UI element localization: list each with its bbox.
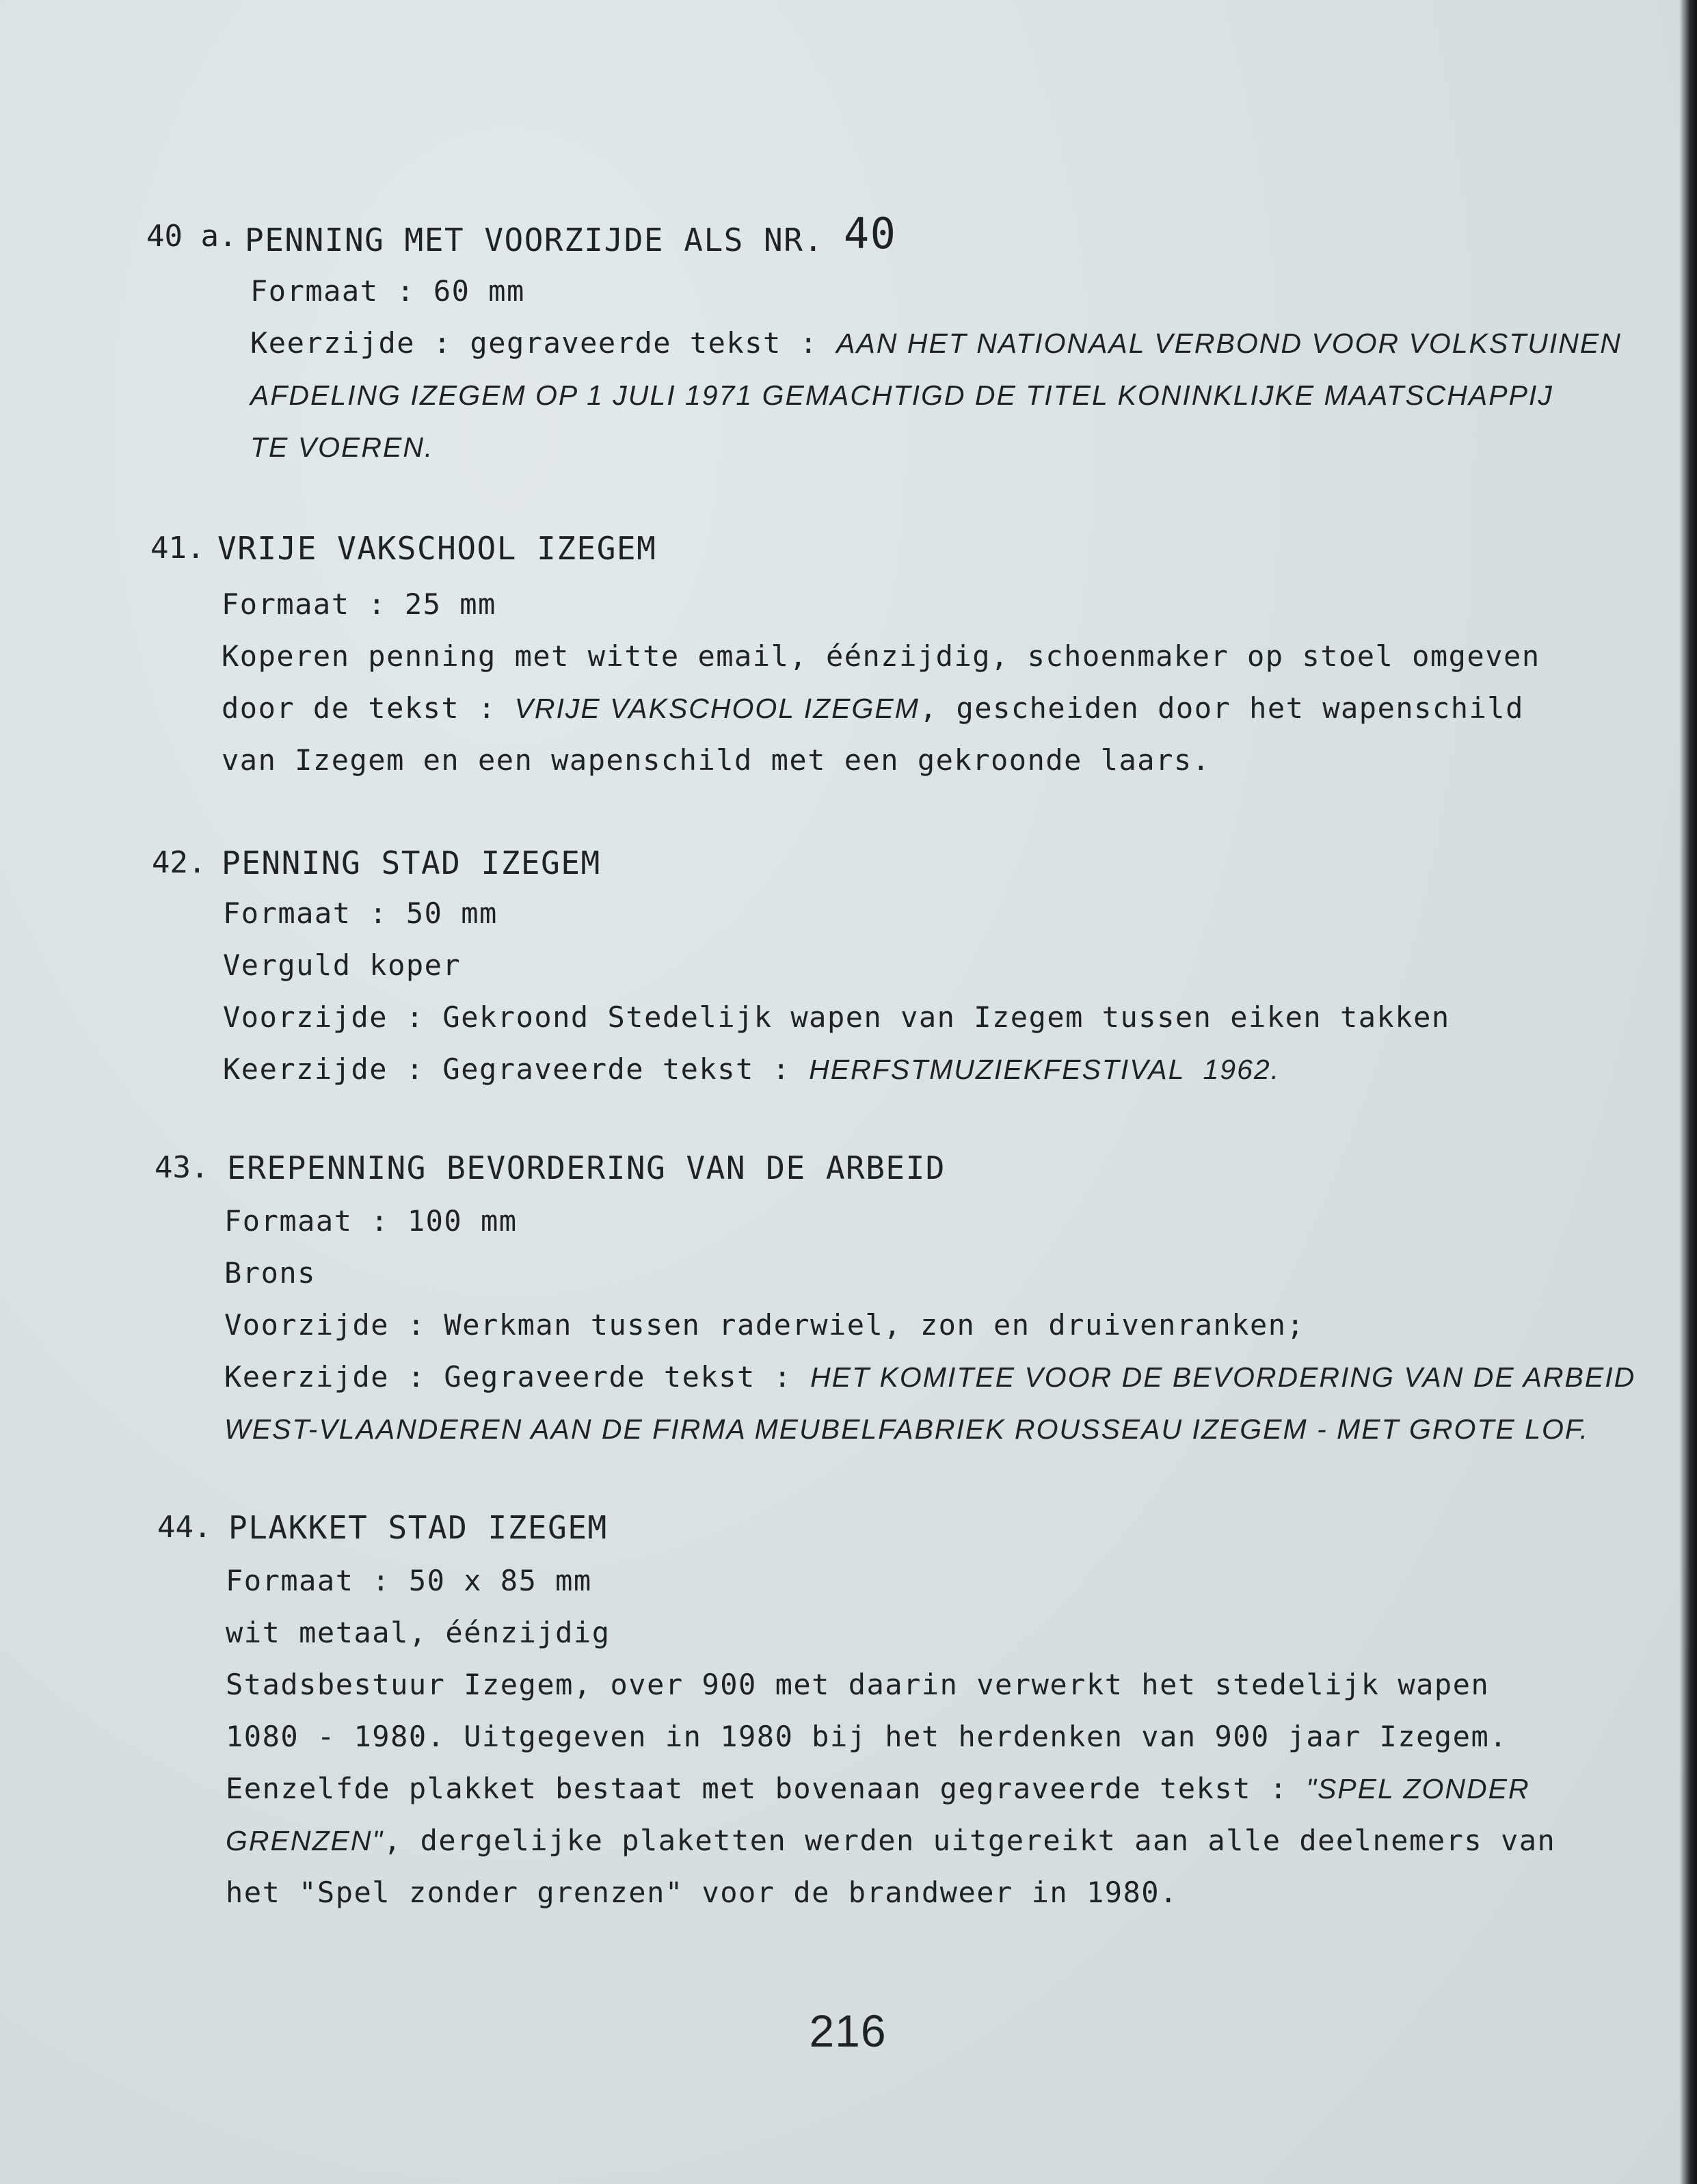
entry-title: PENNING MET VOORZIJDE ALS NR. 40 — [245, 209, 897, 258]
entry-line: door de tekst : VRIJE VAKSCHOOL IZEGEM, gescheiden door het wapenschild — [222, 691, 1524, 725]
entry-number: 42. — [152, 845, 206, 880]
entry-line: Eenzelfde plakket bestaat met bovenaan gegraveerde tekst : "SPEL ZONDER — [226, 1772, 1530, 1805]
page-number: 216 — [809, 2006, 887, 2056]
entry-number: 44. — [157, 1510, 212, 1545]
entry-line: 1080 - 1980. Uitgegeven in 1980 bij het herdenken van 900 jaar Izegem. — [226, 1720, 1508, 1753]
entry-number: 41. — [150, 531, 205, 565]
entry-title: PENNING STAD IZEGEM — [222, 844, 601, 881]
entry-line: wit metaal, éénzijdig — [226, 1616, 611, 1649]
entry-line: Keerzijde : Gegraveerde tekst : HERFSTMUZIEKFESTIVAL 1962. — [223, 1052, 1281, 1086]
entry-number: 40 a. — [146, 219, 237, 254]
entry-line: van Izegem en een wapenschild met een gekroonde laars. — [222, 743, 1211, 777]
entry-line: AFDELING IZEGEM OP 1 JULI 1971 GEMACHTIGD DE TITEL KONINKLIJKE MAATSCHAPPIJ — [250, 379, 1553, 411]
entry-line: Stadsbestuur Izegem, over 900 met daarin verwerkt het stedelijk wapen — [226, 1668, 1490, 1701]
entry-line: Brons — [224, 1256, 316, 1290]
entry-title: VRIJE VAKSCHOOL IZEGEM — [217, 530, 657, 567]
entry-line: GRENZEN", dergelijke plaketten werden uitgereikt aan alle deelnemers van — [226, 1824, 1556, 1857]
entry-line: Koperen penning met witte email, éénzijdig, schoenmaker op stoel omgeven — [222, 639, 1540, 673]
entry-line: Verguld koper — [223, 948, 462, 982]
entry-line: het "Spel zonder grenzen" voor de brandweer in 1980. — [226, 1876, 1178, 1909]
entry-line: Formaat : 60 mm — [250, 274, 525, 308]
entry-title: EREPENNING BEVORDERING VAN DE ARBEID — [227, 1149, 946, 1186]
entry-number: 43. — [155, 1150, 209, 1185]
entry-line: Voorzijde : Werkman tussen raderwiel, zon en druivenranken; — [224, 1308, 1305, 1342]
entry-line: Keerzijde : Gegraveerde tekst : HET KOMITEE VOOR DE BEVORDERING VAN DE ARBEID — [224, 1360, 1636, 1394]
entry-line: Voorzijde : Gekroond Stedelijk wapen van Izegem tussen eiken takken — [223, 1000, 1450, 1034]
entry-line: Formaat : 50 x 85 mm — [226, 1564, 592, 1597]
entry-title: PLAKKET STAD IZEGEM — [228, 1509, 608, 1546]
entry-line: TE VOEREN. — [250, 431, 434, 463]
entry-line: WEST-VLAANDEREN AAN DE FIRMA MEUBELFABRIEK ROUSSEAU IZEGEM - MET GROTE LOF. — [224, 1413, 1590, 1445]
entry-line: Formaat : 50 mm — [223, 896, 498, 930]
entry-line: Formaat : 100 mm — [224, 1204, 518, 1238]
entry-line: Formaat : 25 mm — [222, 587, 496, 621]
scan-edge-shadow — [1679, 0, 1697, 2184]
entry-line: Keerzijde : gegraveerde tekst : AAN HET NATIONAAL VERBOND VOOR VOLKSTUINEN — [250, 326, 1622, 360]
